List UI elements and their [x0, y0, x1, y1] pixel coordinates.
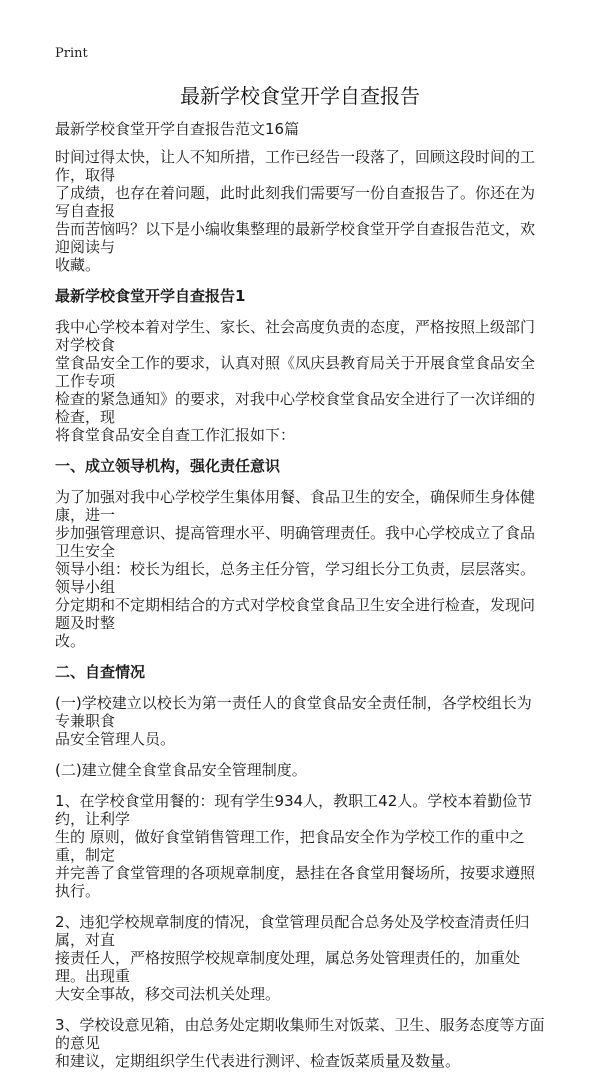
- text-line: 2、违犯学校规章制度的情况，食堂管理员配合总务处及学校查清责任归属，对直: [55, 913, 530, 949]
- text-line: 最新学校食堂开学自查报告1: [55, 287, 246, 305]
- text-line: 步加强管理意识、提高管理水平、明确管理责任。我中心学校成立了食品卫生安全: [55, 524, 536, 560]
- text-line: 和建议，定期组织学生代表进行测评、检查饭菜质量及数量。: [55, 1052, 461, 1070]
- text-line: 领导小组：校长为组长，总务主任分管，学习组长分工负责，层层落实。领导小组: [55, 560, 536, 596]
- text-line: 生的 原则，做好食堂销售管理工作，把食品安全作为学校工作的重中之重，制定: [55, 828, 525, 864]
- text-line: 我中心学校本着对学生、家长、社会高度负责的态度，严格按照上级部门对学校食: [55, 318, 536, 354]
- text-line: 并完善了食堂管理的各项规章制度，悬挂在各食堂用餐场所，按要求遵照执行。: [55, 864, 536, 900]
- paragraph: [55, 792, 545, 900]
- text-line: 一、成立领导机构，强化责任意识: [55, 457, 281, 475]
- text-line: 分定期和不定期相结合的方式对学校食堂食品卫生安全进行检查，发现问题及时整: [55, 596, 536, 632]
- text-line: 接责任人，严格按照学校规章制度处理，属总务处管理责任的，加重处理。出现重: [55, 949, 521, 985]
- paragraph: [55, 488, 545, 650]
- text-line: 大安全事故，移交司法机关处理。: [55, 985, 281, 1003]
- paragraph: [55, 913, 545, 1003]
- text-line: 告而苦恼吗？以下是小编收集整理的最新学校食堂开学自查报告范文，欢迎阅读与: [55, 220, 536, 256]
- text-line: 二、自查情况: [55, 663, 146, 681]
- text-line: 1、在学校食堂用餐的：现有学生934人，教职工42人。学校本着勤俭节约，让利学: [55, 792, 533, 828]
- document-subtitle: [55, 120, 545, 138]
- paragraph: [55, 761, 545, 779]
- paragraph: [55, 1016, 545, 1070]
- text-line: 最新学校食堂开学自查报告范文16篇: [55, 120, 300, 138]
- text-line: 改。: [55, 632, 86, 650]
- paragraph: [55, 694, 545, 748]
- section-heading: [55, 287, 545, 305]
- text-line: 了成绩，也存在着问题，此时此刻我们需要写一份自查报告了。你还在为写自查报: [55, 184, 536, 220]
- text-line: 品安全管理人员。: [55, 730, 176, 748]
- paragraph: [55, 318, 545, 444]
- text-line: 为了加强对我中心学校学生集体用餐、食品卫生的安全，确保师生身体健康，进一: [55, 488, 536, 524]
- document-body: [55, 120, 545, 1083]
- text-line: 3、学校设意见箱，由总务处定期收集师生对饭菜、卫生、服务态度等方面的意见: [55, 1016, 545, 1052]
- text-line: 将食堂食品安全自查工作汇报如下：: [55, 426, 296, 444]
- section-heading: [55, 663, 545, 681]
- print-link[interactable]: Print: [55, 46, 88, 61]
- text-line: 检查的紧急通知》的要求，对我中心学校食堂食品安全进行了一次详细的检查，现: [55, 390, 536, 426]
- text-line: 堂食品安全工作的要求，认真对照《凤庆县教育局关于开展食堂食品安全工作专项: [55, 354, 536, 390]
- text-line: (一)学校建立以校长为第一责任人的食堂食品安全责任制，各学校组长为专兼职食: [55, 694, 532, 730]
- text-line: 时间过得太快，让人不知所措，工作已经告一段落了，回顾这段时间的工作，取得: [55, 148, 536, 184]
- document-title: 最新学校食堂开学自查报告: [180, 84, 420, 108]
- paragraph: [55, 148, 545, 274]
- text-line: (二)建立健全食堂食品安全管理制度。: [55, 761, 307, 779]
- text-line: 收藏。: [55, 256, 101, 274]
- section-heading: [55, 457, 545, 475]
